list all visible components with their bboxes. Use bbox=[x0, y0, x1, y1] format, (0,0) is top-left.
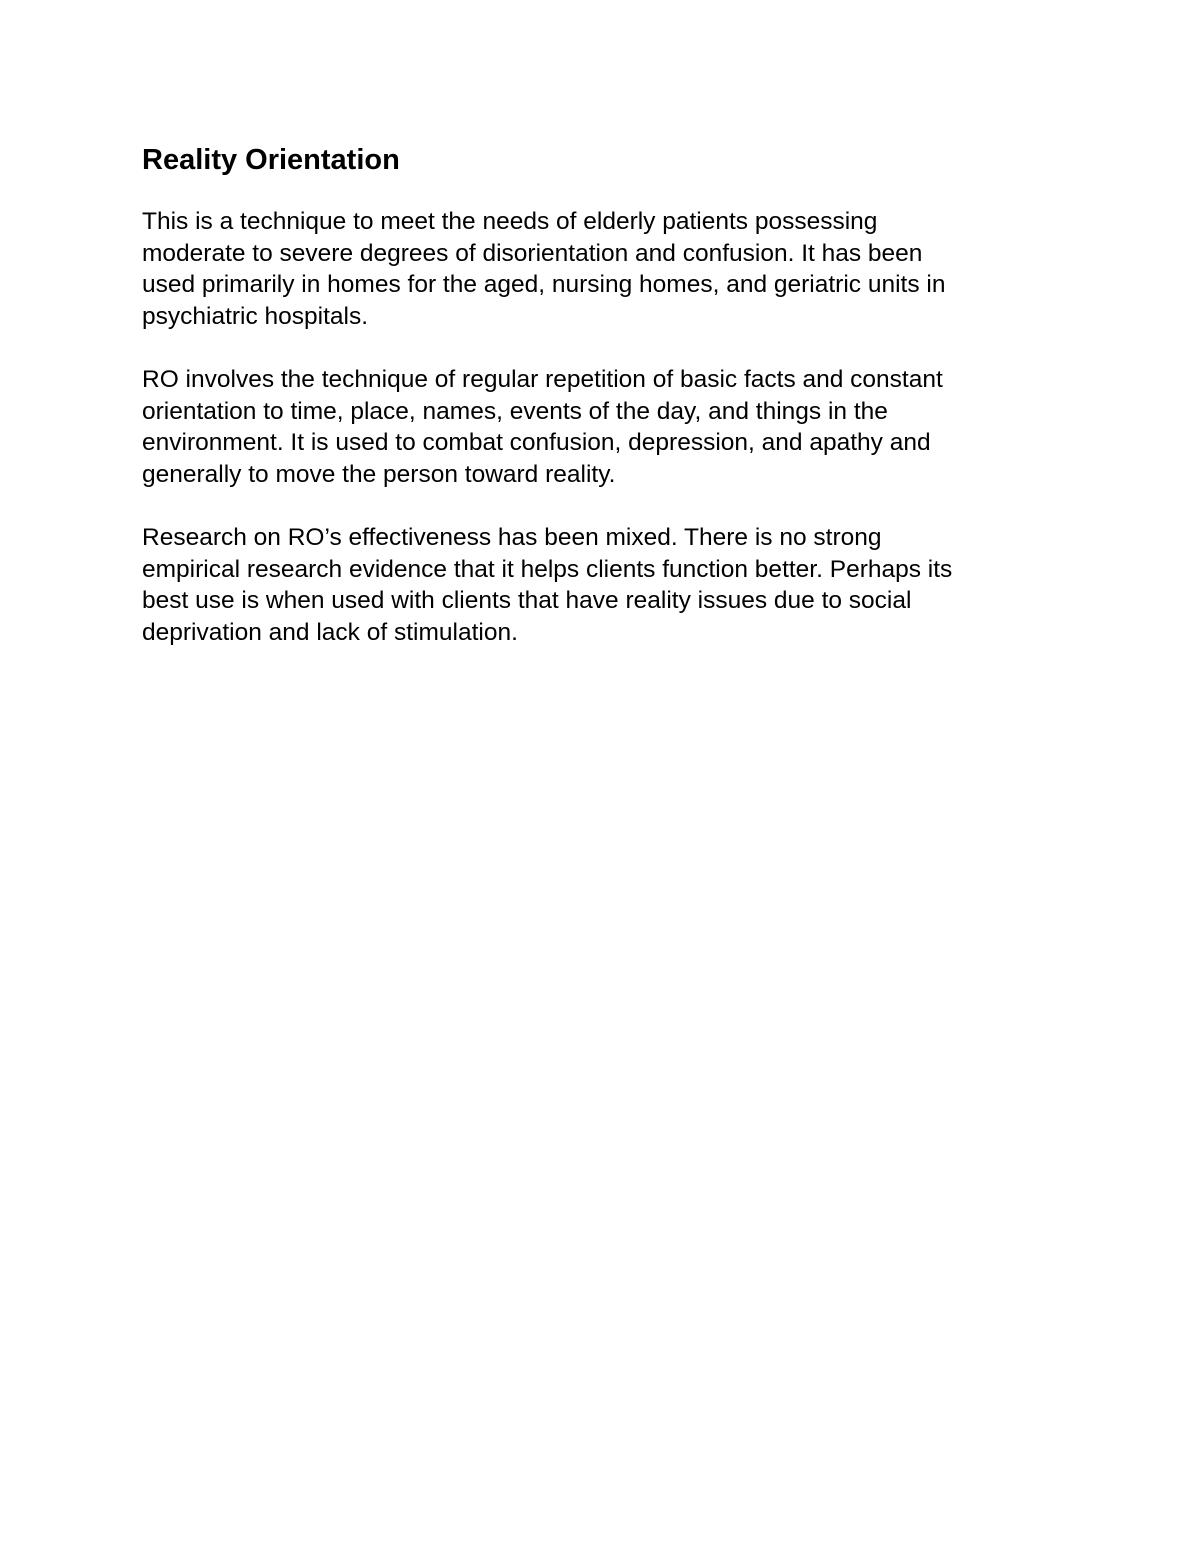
document-title: Reality Orientation bbox=[142, 144, 400, 176]
paragraph-line: environment. It is used to combat confusion, depression, and apathy and bbox=[142, 429, 931, 457]
paragraph-line: generally to move the person toward reality. bbox=[142, 460, 616, 488]
paragraph-line: moderate to severe degrees of disorientation and confusion. It has been bbox=[142, 239, 923, 267]
paragraph-research bbox=[142, 522, 1072, 648]
paragraph-technique bbox=[142, 364, 1072, 490]
paragraph-line: This is a technique to meet the needs of elderly patients possessing bbox=[142, 208, 878, 235]
paragraph-line: orientation to time, place, names, events of the day, and things in the bbox=[142, 397, 888, 425]
paragraph-line: deprivation and lack of stimulation. bbox=[142, 618, 518, 646]
paragraph-intro bbox=[142, 206, 1072, 332]
paragraph-line: empirical research evidence that it helps clients function better. Perhaps its bbox=[142, 555, 953, 583]
document-body bbox=[142, 142, 1072, 680]
paragraph-line: Research on RO’s effectiveness has been mixed. There is no strong bbox=[142, 523, 882, 551]
paragraph-line: RO involves the technique of regular repetition of basic facts and constant bbox=[142, 365, 943, 393]
paragraph-line: psychiatric hospitals. bbox=[142, 302, 369, 330]
paragraph-line: used primarily in homes for the aged, nursing homes, and geriatric units in bbox=[142, 271, 946, 299]
paragraph-line: best use is when used with clients that have reality issues due to social bbox=[142, 587, 912, 615]
